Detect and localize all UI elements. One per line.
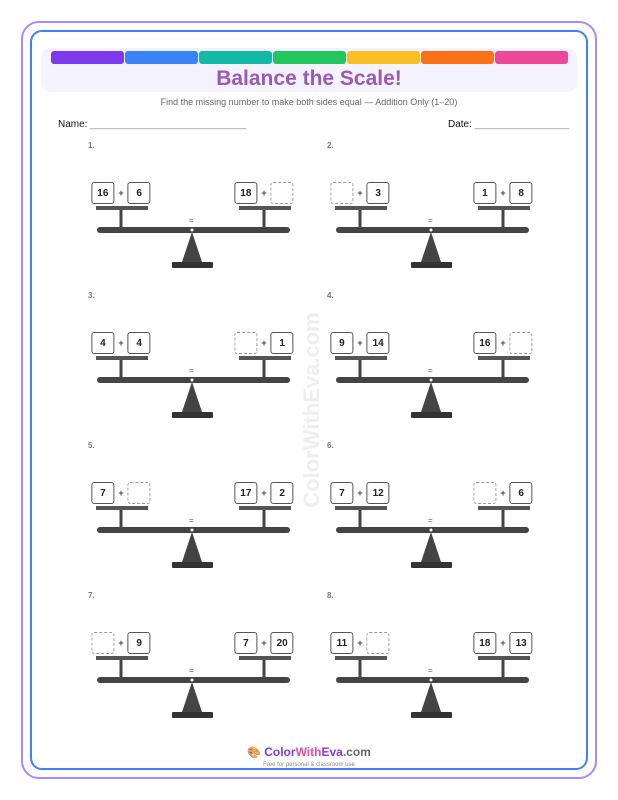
number-box: 16 (91, 182, 114, 204)
plus-sign: + (357, 488, 363, 498)
number-box: 18 (473, 632, 496, 654)
balance-scale-icon (80, 440, 310, 575)
name-field[interactable] (58, 119, 246, 130)
number-box: 4 (91, 332, 114, 354)
equals-sign: = (189, 516, 194, 525)
plus-sign: + (500, 488, 506, 498)
color-stripe (495, 51, 568, 64)
balance-scale-icon (319, 290, 549, 425)
number-box: 7 (330, 482, 353, 504)
brand-logo (0, 745, 618, 760)
problem-number: 6. (327, 441, 334, 450)
tagline: Free for personal & classroom use (263, 762, 355, 768)
rainbow-stripes (51, 51, 568, 64)
color-stripe (51, 51, 124, 64)
plus-sign: + (118, 638, 124, 648)
brand-part: .com (342, 745, 371, 759)
left-side (91, 482, 150, 504)
footer (0, 745, 618, 769)
color-stripe (273, 51, 346, 64)
plus-sign: + (118, 488, 124, 498)
number-box: 11 (330, 632, 353, 654)
balance-scale-icon (319, 590, 549, 725)
left-side (330, 632, 389, 654)
number-box: 9 (128, 632, 151, 654)
problem-number: 1. (88, 141, 95, 150)
number-box: 1 (271, 332, 294, 354)
scale-problem (319, 440, 549, 580)
color-stripe (347, 51, 420, 64)
number-box: 4 (128, 332, 151, 354)
right-side (234, 632, 293, 654)
palette-icon: 🎨 (247, 747, 261, 759)
number-box: 7 (234, 632, 257, 654)
subtitle: Find the missing number to make both sides equal — Addition Only (1–20) (160, 97, 458, 107)
answer-box[interactable] (367, 632, 390, 654)
date-field[interactable] (448, 119, 569, 130)
answer-box[interactable] (330, 182, 353, 204)
name-line[interactable]: ____________________________ (90, 119, 246, 130)
plus-sign: + (500, 338, 506, 348)
left-side (330, 332, 389, 354)
left-side (330, 182, 389, 204)
number-box: 17 (234, 482, 257, 504)
scale-problem (80, 140, 310, 280)
plus-sign: + (500, 188, 506, 198)
equals-sign: = (428, 516, 433, 525)
answer-box[interactable] (473, 482, 496, 504)
number-box: 2 (271, 482, 294, 504)
right-side (234, 182, 293, 204)
answer-box[interactable] (510, 332, 533, 354)
answer-box[interactable] (234, 332, 257, 354)
plus-sign: + (357, 188, 363, 198)
balance-scale-icon (319, 140, 549, 275)
scale-problem (80, 440, 310, 580)
right-side (473, 332, 532, 354)
left-side (91, 632, 150, 654)
right-side (473, 482, 532, 504)
date-line[interactable]: _________________ (474, 119, 570, 130)
number-box: 14 (367, 332, 390, 354)
number-box: 13 (510, 632, 533, 654)
equals-sign: = (189, 216, 194, 225)
scale-problem (80, 290, 310, 430)
answer-box[interactable] (128, 482, 151, 504)
right-side (234, 332, 293, 354)
number-box: 6 (510, 482, 533, 504)
plus-sign: + (357, 638, 363, 648)
number-box: 8 (510, 182, 533, 204)
equals-sign: = (428, 666, 433, 675)
scale-problem (319, 290, 549, 430)
number-box: 3 (367, 182, 390, 204)
problem-number: 7. (88, 591, 95, 600)
number-box: 20 (271, 632, 294, 654)
name-label: Name: (58, 119, 88, 130)
number-box: 18 (234, 182, 257, 204)
plus-sign: + (118, 188, 124, 198)
scale-problem (319, 590, 549, 730)
right-side (473, 182, 532, 204)
brand-part: Eva (321, 745, 343, 759)
date-label: Date: (448, 119, 472, 130)
color-stripe (125, 51, 198, 64)
watermark: ColorWithEva.com (299, 312, 324, 508)
answer-box[interactable] (271, 182, 294, 204)
color-stripe (199, 51, 272, 64)
scale-problem (80, 590, 310, 730)
problem-number: 3. (88, 291, 95, 300)
number-box: 7 (91, 482, 114, 504)
number-box: 16 (473, 332, 496, 354)
page-title: Balance the Scale! (216, 67, 402, 90)
balance-scale-icon (80, 290, 310, 425)
number-box: 12 (367, 482, 390, 504)
number-box: 6 (128, 182, 151, 204)
equals-sign: = (189, 666, 194, 675)
brand-part: With (295, 745, 322, 759)
problem-number: 8. (327, 591, 334, 600)
plus-sign: + (118, 338, 124, 348)
right-side (473, 632, 532, 654)
plus-sign: + (500, 638, 506, 648)
left-side (330, 482, 389, 504)
balance-scale-icon (80, 590, 310, 725)
brand-part: Color (264, 745, 296, 759)
problem-number: 5. (88, 441, 95, 450)
equals-sign: = (428, 366, 433, 375)
plus-sign: + (261, 488, 267, 498)
answer-box[interactable] (91, 632, 114, 654)
number-box: 1 (473, 182, 496, 204)
left-side (91, 332, 150, 354)
balance-scale-icon (319, 440, 549, 575)
plus-sign: + (261, 188, 267, 198)
problem-number: 2. (327, 141, 334, 150)
left-side (91, 182, 150, 204)
plus-sign: + (261, 638, 267, 648)
color-stripe (421, 51, 494, 64)
plus-sign: + (261, 338, 267, 348)
plus-sign: + (357, 338, 363, 348)
right-side (234, 482, 293, 504)
problem-number: 4. (327, 291, 334, 300)
equals-sign: = (428, 216, 433, 225)
balance-scale-icon (80, 140, 310, 275)
scale-problem (319, 140, 549, 280)
number-box: 9 (330, 332, 353, 354)
equals-sign: = (189, 366, 194, 375)
